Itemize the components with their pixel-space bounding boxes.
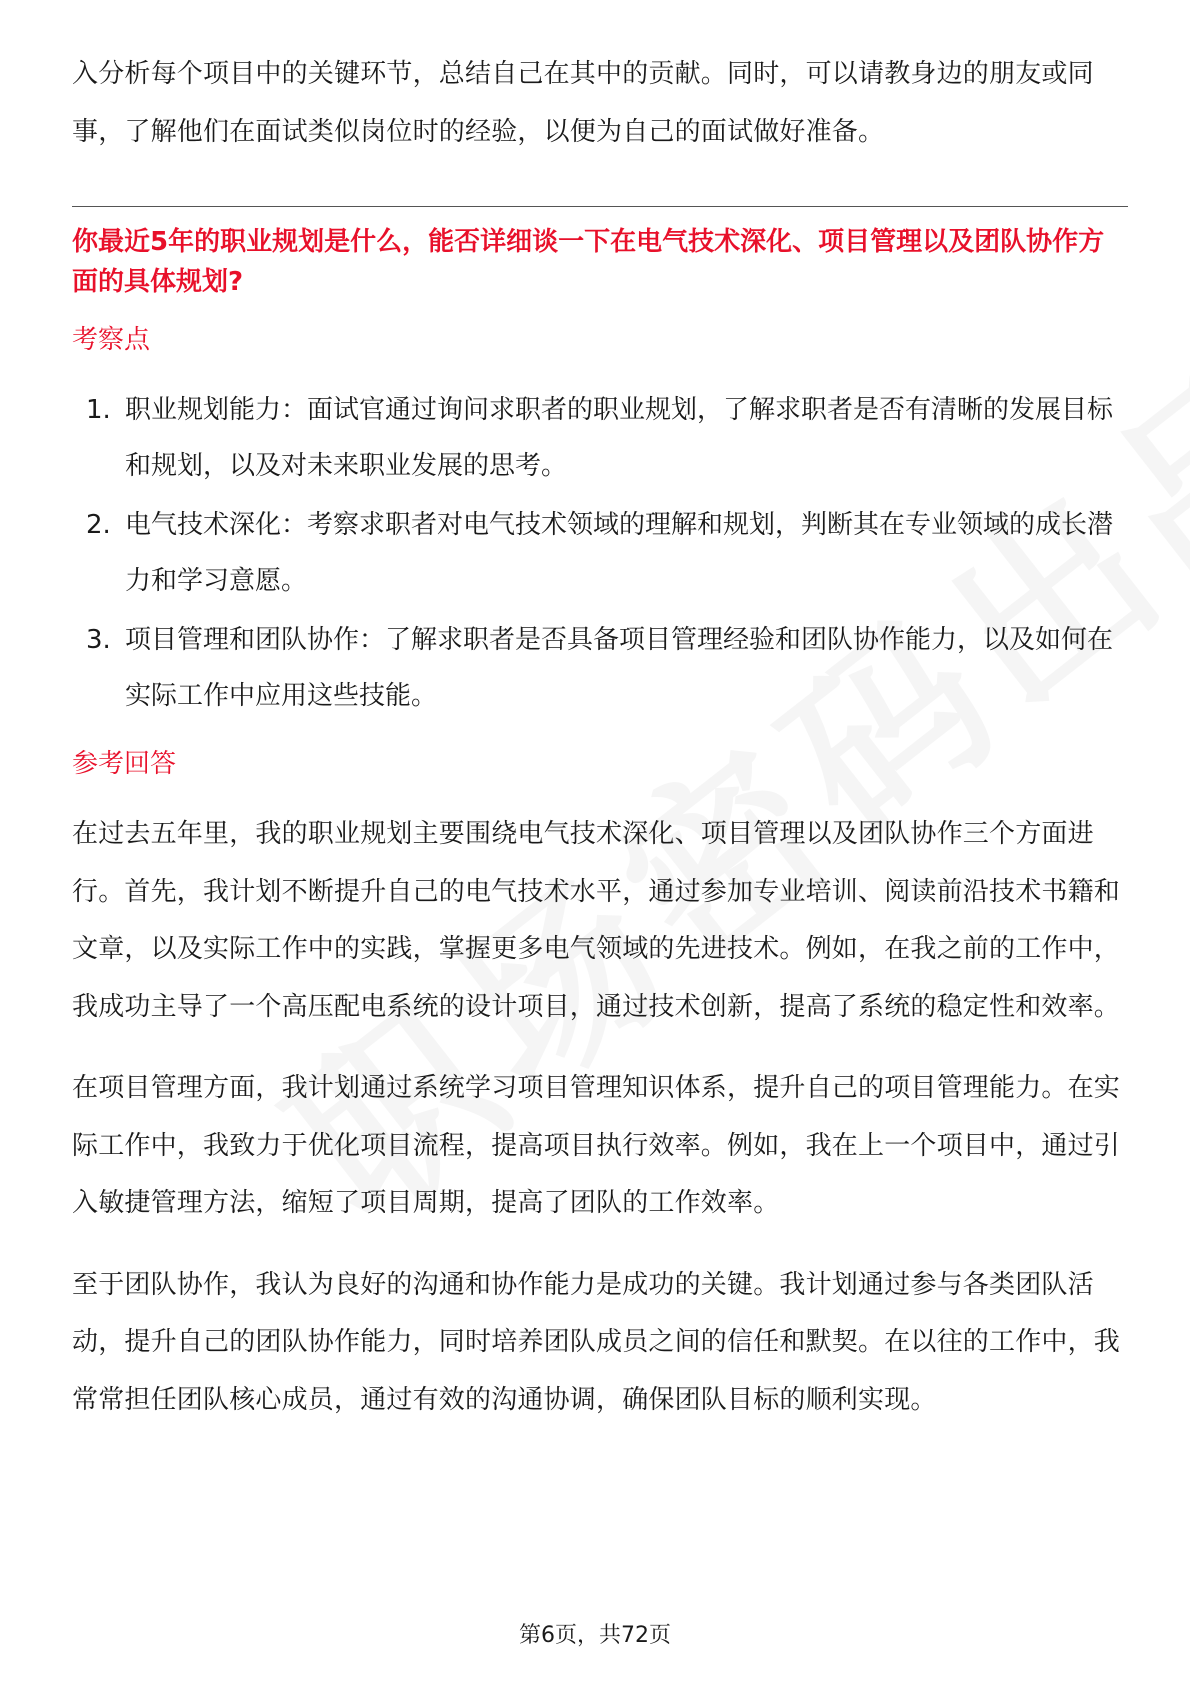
assessment-heading: 考察点 — [72, 325, 151, 355]
list-item-text: 项目管理和团队协作：了解求职者是否具备项目管理经验和团队协作能力，以及如何在实际工作中应用这些技能。 — [125, 625, 1114, 711]
list-item-text: 职业规划能力：面试官通过询问求职者的职业规划，了解求职者是否有清晰的发展目标和规划，以及对未来职业发展的思考。 — [125, 395, 1114, 481]
list-item — [72, 497, 1128, 609]
assessment-list — [72, 382, 1128, 724]
answer-paragraph: 在项目管理方面，我计划通过系统学习项目管理知识体系，提升自己的项目管理能力。在实际工作中，我致力于优化项目流程，提高项目执行效率。例如，我在上一个项目中，通过引入敏捷管理方法，缩短了项目周期，提高了团队的工作效率。 — [72, 1073, 1121, 1218]
list-item-number: 1. — [86, 395, 111, 425]
list-item-number: 2. — [86, 510, 111, 540]
page-number: 第6页，共72页 — [519, 1623, 671, 1648]
intro-paragraph: 入分析每个项目中的关键环节，总结自己在其中的贡献。同时，可以请教身边的朋友或同事，了解他们在面试类似岗位时的经验，以便为自己的面试做好准备。 — [72, 59, 1094, 147]
list-item — [72, 612, 1128, 724]
answer-paragraph: 至于团队协作，我认为良好的沟通和协作能力是成功的关键。我计划通过参与各类团队活动，提升自己的团队协作能力，同时培养团队成员之间的信任和默契。在以往的工作中，我常常担任团队核心成员，通过有效的沟通协调，确保团队目标的顺利实现。 — [72, 1269, 1121, 1415]
list-item-number: 3. — [86, 625, 111, 655]
answer-paragraph: 在过去五年里，我的职业规划主要围绕电气技术深化、项目管理以及团队协作三个方面进行。首先，我计划不断提升自己的电气技术水平，通过参加专业培训、阅读前沿技术书籍和文章，以及实际工作中的实践，掌握更多电气领域的先进技术。例如，在我之前的工作中，我成功主导了一个高压配电系统的设计项目，通过技术创新，提高了系统的稳定性和效率。 — [72, 819, 1121, 1022]
list-item — [72, 382, 1128, 494]
answer-heading: 参考回答 — [72, 749, 177, 779]
page-content — [72, 46, 1128, 1429]
interview-question: 你最近5年的职业规划是什么，能否详细谈一下在电气技术深化、项目管理以及团队协作方面的具体规划? — [72, 227, 1105, 297]
section-divider — [72, 206, 1128, 207]
list-item-text: 电气技术深化：考察求职者对电气技术领域的理解和规划，判断其在专业领域的成长潜力和学习意愿。 — [125, 510, 1114, 596]
